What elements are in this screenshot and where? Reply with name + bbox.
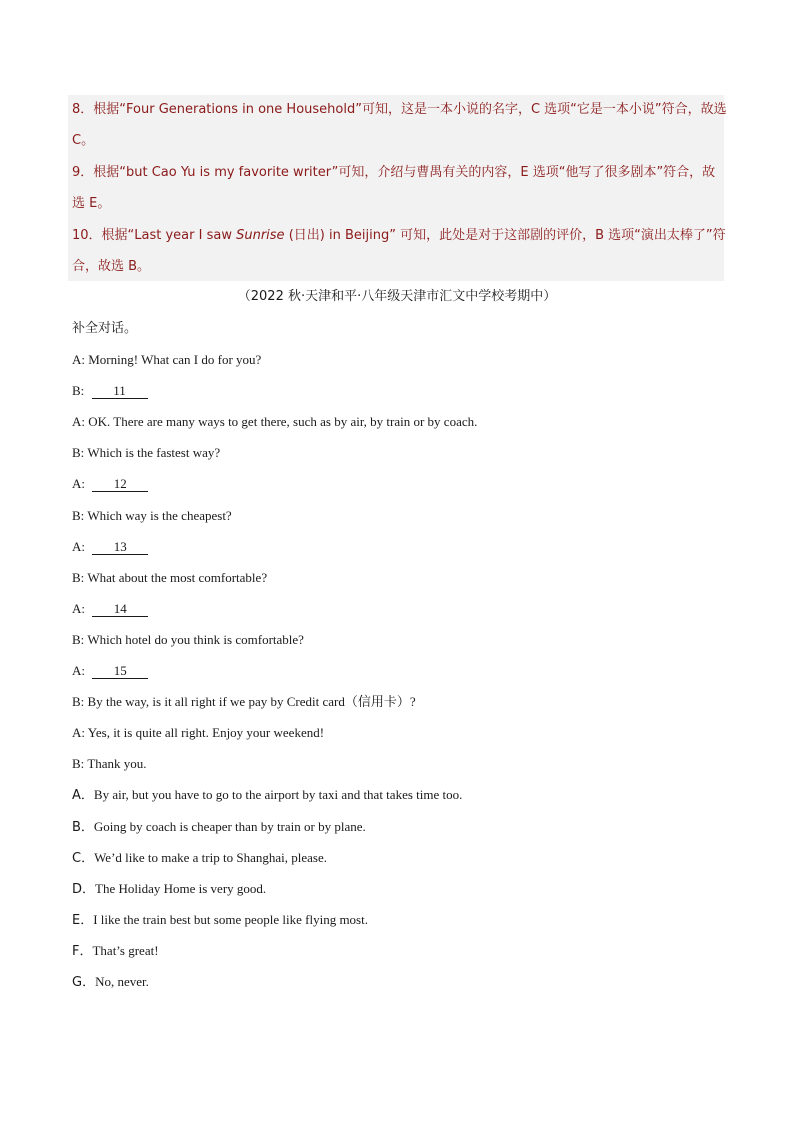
dialogue-line [72,507,232,525]
option-item [72,911,368,930]
answer-10-line1 [72,227,726,245]
answer-blank[interactable]: 12 [92,476,148,492]
option-letter: F． [72,943,93,959]
option-text: We’d like to make a trip to Shanghai, please. [94,849,327,865]
answer-explanation-box [68,95,724,281]
dialogue-text: By the way, is it all right if we pay by Credit card（信用卡）? [87,694,416,710]
option-text: No, never. [95,974,149,989]
option-item [72,942,159,961]
answer-blank[interactable]: 14 [92,601,148,617]
option-letter: D． [72,881,96,897]
dialogue-line [72,413,477,431]
instruction: 补全对话。 [72,321,138,336]
dialogue-text: Thank you. [87,756,147,772]
answer-8-line1: 8．根据“Four Generations in one Household”可知，这是一本小说的名字，C 选项“它是一本小说”符合，故选 [72,102,727,117]
option-text: Going by coach is cheaper than by train or by plane. [93,818,366,834]
answer-10-pre: 10．根据“Last year I saw [72,228,237,243]
dialogue-line [72,538,148,556]
dialogue-text: Which hotel do you think is comfortable? [87,631,304,647]
option-letter: E． [72,912,94,928]
dialogue-line [72,693,416,711]
dialogue-line [72,600,148,618]
option-text: I like the train best but some people like flying most. [93,911,368,927]
option-letter: B． [72,819,94,835]
option-item [72,973,149,992]
dialogue-text: What about the most comfortable? [87,569,268,585]
dialogue-line [72,351,261,369]
answer-9-line1: 9．根据“but Cao Yu is my favorite writer”可知，介绍与曹禺有关的内容，E 选项“他写了很多剧本”符合，故 [72,165,716,180]
answer-10-line2: 合，故选 B。 [72,259,151,274]
dialogue-text: Which way is the cheapest? [87,507,232,523]
option-item [72,818,366,837]
option-text: The Holiday Home is very good. [95,880,267,896]
option-item [72,880,266,899]
option-letter: C． [72,850,95,866]
speaker-label: A: [72,600,89,616]
speaker-label: B: [72,756,88,772]
dialogue-line [72,444,220,462]
answer-8-line2: C。 [72,133,95,148]
speaker-label: A: [72,538,89,554]
dialogue-line [72,724,324,742]
speaker-label: B: [72,507,88,523]
dialogue-line [72,382,148,400]
answer-blank[interactable]: 13 [92,539,148,555]
answer-9-line2: 选 E。 [72,196,111,211]
dialogue-line [72,631,304,649]
option-item [72,786,462,805]
option-item [72,849,327,868]
speaker-label: A: [72,414,89,430]
speaker-label: B: [72,569,88,585]
option-text: By air, but you have to go to the airport by taxi and that takes time too. [93,787,463,803]
speaker-label: A: [72,663,89,678]
speaker-label: B: [72,445,88,461]
option-letter: G． [72,975,96,990]
option-text: That’s great! [92,942,159,958]
answer-10-italic: Sunrise [236,228,285,243]
answer-blank[interactable]: 15 [92,663,148,679]
answer-10-post: (日出) in Beijing” 可知，此处是对于这部剧的评价，B 选项“演出太棒了”符 [284,228,726,243]
dialogue-text: Yes, it is quite all right. Enjoy your weekend! [87,725,325,741]
dialogue-line [72,755,147,773]
dialogue-line [72,662,148,680]
speaker-label: A: [72,352,89,367]
speaker-label: B: [72,383,88,399]
speaker-label: B: [72,631,88,647]
speaker-label: A: [72,476,89,492]
answer-blank[interactable]: 11 [92,383,148,399]
speaker-label: B: [72,694,88,710]
dialogue-line [72,475,148,493]
dialogue-text: OK. There are many ways to get there, such as by air, by train or by coach. [88,414,478,430]
dialogue-text: Morning! What can I do for you? [88,352,262,367]
speaker-label: A: [72,725,88,741]
question-source: （2022 秋·天津和平·八年级天津市汇文中学校考期中） [237,289,557,304]
dialogue-line [72,569,267,587]
dialogue-text: Which is the fastest way? [87,445,221,461]
option-letter: A． [72,788,94,804]
